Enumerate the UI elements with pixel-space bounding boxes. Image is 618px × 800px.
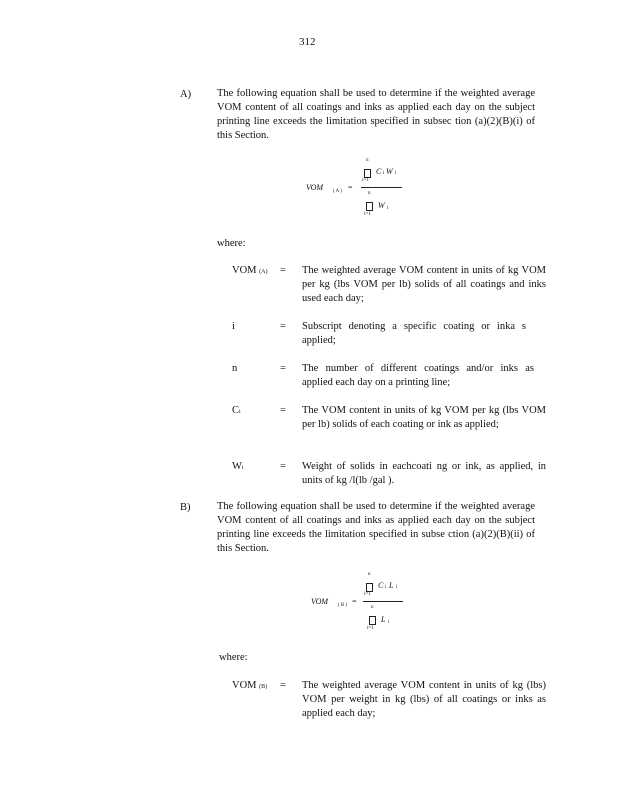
equation-b-den-l: L (381, 615, 386, 624)
definition-term-sub: i (241, 465, 244, 471)
equation-a-den-upper: n (368, 191, 371, 196)
equation-b-num-l-sub: i (396, 585, 398, 590)
section-a-letter: A) (180, 89, 192, 100)
equation-a-equals: = (348, 183, 353, 192)
page-number: 312 (299, 36, 316, 48)
section-b-letter: B) (180, 502, 191, 513)
definition-term (232, 679, 267, 694)
definition-text: Weight of solids in eachcoati ng or ink, as applied, in units of kg /l(lb /gal ). (302, 461, 546, 486)
section-a-where: where: (217, 238, 246, 249)
equation-b-den-lower: i=1 (367, 626, 374, 631)
equation-b-num-l: L (389, 581, 394, 590)
equation-a-num-c-sub: i (383, 171, 385, 176)
equation-a-den-w: W (378, 201, 385, 210)
definition-equals: = (280, 405, 286, 416)
definition-text: The weighted average VOM content in units of kg (lbs) VOM per weight in kg (lbs) of all coatings or inks as applied each day; (302, 680, 546, 719)
equation-a-num-upper: n (366, 158, 369, 163)
equation-b-equals: = (352, 597, 357, 606)
definition-term (232, 404, 241, 419)
equation-b-fraction-bar (363, 601, 403, 602)
equation-a-den-w-sub: i (387, 206, 389, 211)
equation-a-den-lower: i=1 (364, 212, 371, 217)
section-b-paragraph: The following equation shall be used to determine if the weighted average VOM content of all coatings and inks as applied each day on the subject printing line exceeds the limitation specified in subse ction (a)(2)(B)(ii) of this Section. (217, 501, 535, 554)
definition-text: The number of different coatings and/or inks as applied each day on a printing line; (302, 363, 534, 388)
definition-equals: = (280, 321, 286, 332)
equation-a-num-c: C (376, 167, 382, 176)
equation-b-den-upper: n (371, 605, 374, 610)
definition-equals: = (280, 680, 286, 691)
equation-b-lhs: VOM (311, 597, 329, 606)
definition-term-text: W (232, 461, 242, 472)
definition-term-text: VOM (232, 265, 257, 276)
equation-a-lhs: VOM (306, 183, 324, 192)
section-b-where: where: (219, 652, 248, 663)
definition-equals: = (280, 363, 286, 374)
definition-text: Subscript denoting a specific coating or inka s applied; (302, 321, 526, 346)
definition-term-text: C (232, 405, 240, 416)
definition-text: The VOM content in units of kg VOM per kg (lbs VOM per lb) solids of each coating or ink as applied; (302, 405, 546, 430)
equation-a-num-w: W (386, 167, 393, 176)
definition-term-sub: i (239, 409, 241, 415)
definition-term-sub: (A) (259, 269, 268, 275)
definition-term (232, 460, 244, 475)
definition-term: i (232, 321, 235, 332)
equation-a-lhs-sub: ( A ) (333, 189, 342, 194)
equation-b-den-l-sub: i (388, 620, 390, 625)
definition-term-text: VOM (232, 680, 257, 691)
section-a-paragraph: The following equation shall be used to determine if the weighted average VOM content of all coatings and inks as applied each day on the subject printing line exceeds the limitation specified in subsec tion (a)(2)(B)(i) of this Section. (217, 88, 535, 141)
equation-b-num-upper: n (368, 572, 371, 577)
equation-b-num-lower: i=1 (364, 592, 371, 597)
equation-b-num-c: C (378, 581, 384, 590)
definition-term (232, 264, 267, 279)
definition-equals: = (280, 461, 286, 472)
equation-a-fraction-bar (361, 187, 402, 188)
equation-a-num-lower: i=1 (362, 178, 369, 183)
equation-a-num-w-sub: i (395, 171, 397, 176)
definition-term: n (232, 363, 238, 374)
equation-b-lhs-sub: ( B ) (338, 603, 348, 608)
definition-term-sub: (B) (259, 684, 268, 690)
definition-text: The weighted average VOM content in units of kg VOM per kg (lbs VOM per lb) solids of all coatings and inks used each day; (302, 265, 546, 304)
equation-b-num-c-sub: i (385, 585, 387, 590)
definition-equals: = (280, 265, 286, 276)
